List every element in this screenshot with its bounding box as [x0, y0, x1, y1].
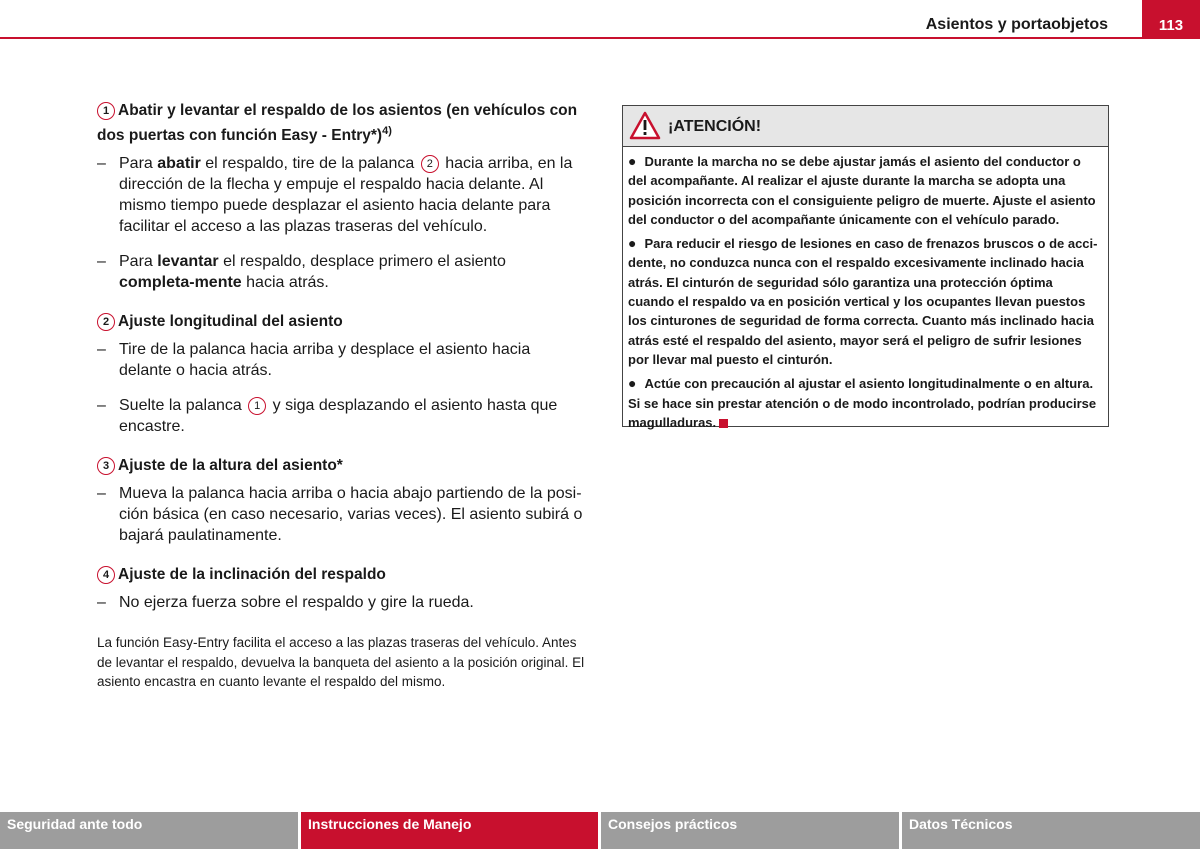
- instructions-column: [97, 100, 585, 692]
- warning-text: Actúe con precaución al ajustar el asiento longitudinalmente o en altura. Si se hace sin prestar atención o de modo incontrolado, podrían producirse magulladuras.: [628, 376, 1097, 430]
- callout-number: 2: [421, 155, 439, 173]
- step-item: [97, 483, 585, 546]
- step-item: [97, 153, 585, 237]
- section-1-title: [97, 100, 585, 146]
- callout-number: 3: [97, 457, 115, 475]
- section-2-title-text: Ajuste longitudinal del asiento: [118, 313, 343, 331]
- page-number: 113: [1158, 17, 1184, 34]
- step-text: Para: [119, 155, 158, 173]
- tab-instrucciones[interactable]: [301, 812, 598, 849]
- end-of-section-icon: [719, 419, 728, 428]
- bullet-icon: ●: [628, 375, 637, 392]
- warning-item: [628, 234, 1102, 369]
- warning-item: [628, 152, 1102, 229]
- step-keyword: completa-mente: [119, 274, 242, 292]
- header-rule: [0, 37, 1200, 39]
- section-4-title: [97, 564, 585, 585]
- step-text: hacia atrás.: [241, 274, 329, 292]
- section-1-title-text: Abatir y levantar el respaldo de los asientos (en vehículos con dos puertas con función Easy - Entry*): [97, 102, 578, 145]
- bullet-icon: ●: [628, 235, 637, 252]
- page-number-box: [1142, 0, 1200, 39]
- tab-label: Seguridad ante todo: [7, 816, 143, 832]
- step-item: [97, 339, 585, 381]
- warning-triangle-icon: [629, 111, 661, 140]
- chapter-title: Asientos y portaobjetos: [925, 16, 1108, 33]
- warning-item: [628, 374, 1102, 432]
- warning-body: [623, 147, 1108, 432]
- easy-entry-note: La función Easy-Entry facilita el acceso a las plazas traseras del vehículo. Antes de levantar el respaldo, devuelva la banqueta del asiento a la posición original. El asiento encastra en cuanto levante el respaldo del mismo.: [97, 635, 585, 690]
- section-3-title: [97, 455, 585, 476]
- bullet-icon: ●: [628, 153, 637, 169]
- step-text: hacia arriba, en la dirección de la flecha y empuje el respaldo hacia delante. Al mismo tiempo puede desplazar el asiento hacia delante para facilitar el acceso a las plazas traseras del vehículo.: [119, 155, 573, 236]
- warning-box: [622, 105, 1109, 430]
- tab-consejos[interactable]: [601, 812, 899, 849]
- warning-title: ¡ATENCIÓN!: [668, 118, 762, 135]
- callout-number: 1: [97, 102, 115, 120]
- step-keyword: levantar: [157, 253, 219, 271]
- step-item: [97, 592, 585, 613]
- callout-number: 4: [97, 566, 115, 584]
- step-text: y siga desplazando el asiento hasta que encastre.: [119, 397, 558, 436]
- warning-text: Para reducir el riesgo de lesiones en caso de frenazos bruscos o de acci-dente, no conduzca nunca con el respaldo excesivamente inclinado hacia atrás. El cinturón de seguridad sólo garantiza una protección óptima cuando el respaldo va en posición vertical y los ocupantes llevan puestos los cinturones de seguridad de forma correcta. Cuanto más inclinado hacia atrás esté el respaldo del asiento, mayor será el peligro de sufrir lesiones por llevar mal puesto el cinturón.: [628, 236, 1098, 367]
- warning-text: Durante la marcha no se debe ajustar jamás el asiento del conductor o del acompañante. Al realizar el ajuste durante la marcha se adopta una posición incorrecta con el consiguiente peligro de muerte. Ajuste el asiento del conductor o del acompañante únicamente con el vehículo parado.: [628, 154, 1096, 227]
- callout-number: 2: [97, 313, 115, 331]
- section-2-title: [97, 311, 585, 332]
- step-text: el respaldo, desplace primero el asiento: [218, 253, 506, 271]
- step-keyword: abatir: [157, 155, 201, 173]
- step-item: [97, 251, 585, 293]
- tab-label: Datos Técnicos: [909, 816, 1013, 832]
- step-text: Suelte la palanca: [119, 397, 247, 415]
- footer-navigation: [0, 812, 1200, 849]
- footnote-ref: 4): [382, 125, 392, 137]
- tab-label: Consejos prácticos: [608, 816, 738, 832]
- step-item: [97, 395, 585, 437]
- step-text: No ejerza fuerza sobre el respaldo y gire la rueda.: [119, 594, 474, 612]
- step-text: Tire de la palanca hacia arriba y desplace el asiento hacia delante o hacia atrás.: [119, 341, 531, 380]
- section-4-title-text: Ajuste de la inclinación del respaldo: [118, 566, 386, 584]
- warning-header: [623, 106, 1108, 147]
- section-3-title-text: Ajuste de la altura del asiento*: [118, 457, 343, 475]
- step-text: el respaldo, tire de la palanca: [200, 155, 419, 173]
- step-text: Mueva la palanca hacia arriba o hacia abajo partiendo de la posi-ción básica (en caso necesario, varias veces). El asiento subirá o bajará paulatinamente.: [119, 485, 583, 545]
- step-text: Para: [119, 253, 158, 271]
- tab-datos-tecnicos[interactable]: [902, 812, 1200, 849]
- tab-label: Instrucciones de Manejo: [308, 816, 472, 832]
- callout-number: 1: [248, 397, 266, 415]
- tab-seguridad[interactable]: [0, 812, 298, 849]
